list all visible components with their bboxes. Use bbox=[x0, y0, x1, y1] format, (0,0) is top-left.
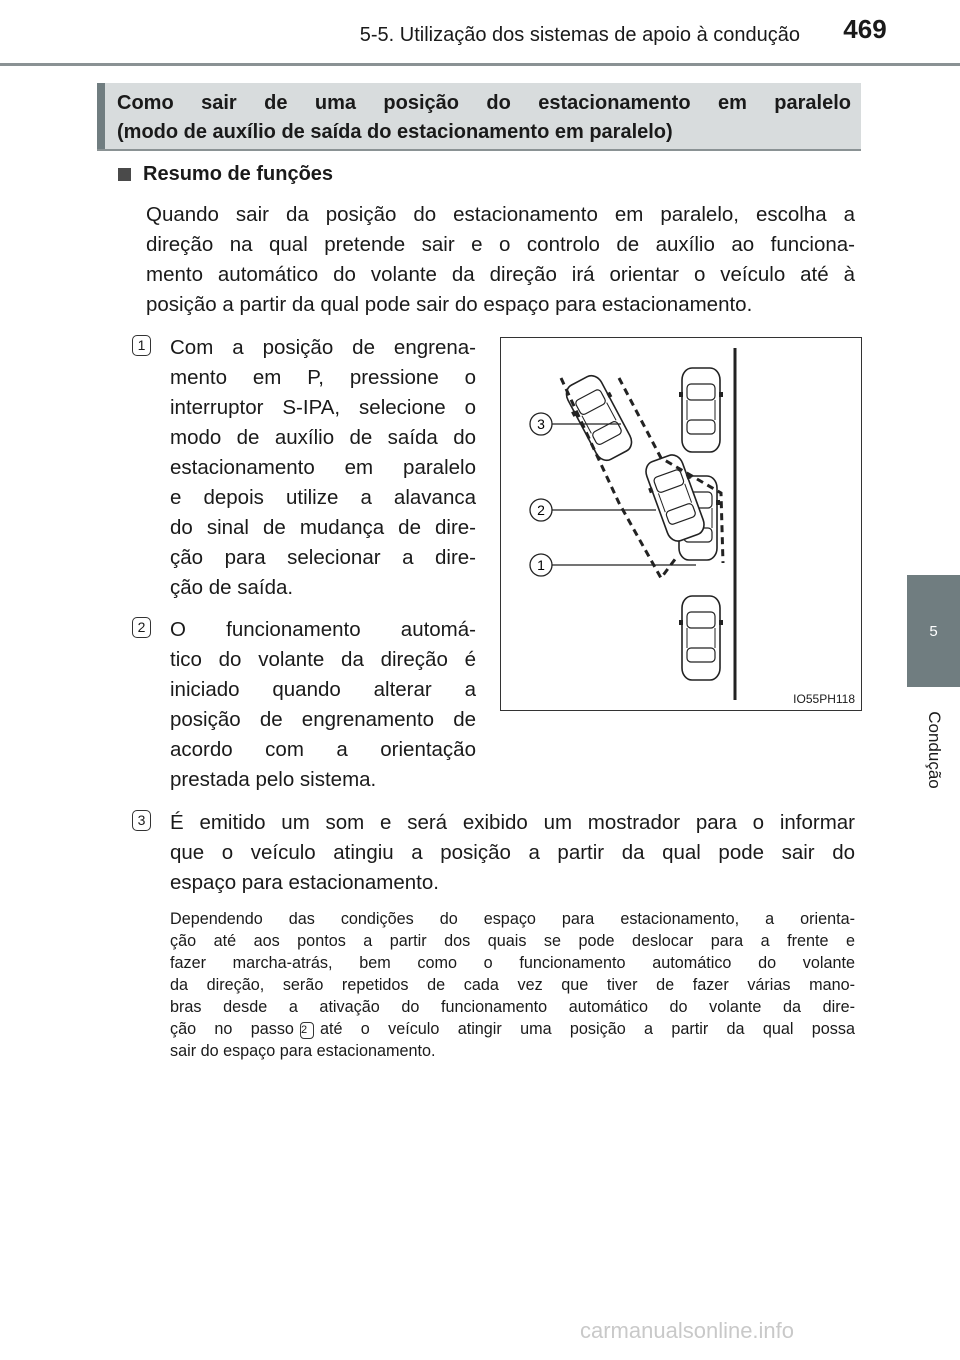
step-3-line-1: É emitido um som e será exibido um mostrador para o informar bbox=[170, 811, 855, 834]
step-2-line-3: iniciado quando alterar a bbox=[170, 678, 476, 701]
section-title-line-2: (modo de auxílio de saída do estacionamento em paralelo) bbox=[117, 121, 673, 143]
callout-3-label: 3 bbox=[537, 416, 545, 432]
step-1-line-5: estacionamento em paralelo bbox=[170, 456, 476, 479]
page-number: 469 bbox=[843, 14, 887, 44]
figure-code: IO55PH118 bbox=[793, 692, 855, 706]
step-3-line-2: que o veículo atingiu a posição a partir da qual pode sair do bbox=[170, 841, 855, 864]
section-title-line-1: Como sair de uma posição do estacionamento em paralelo bbox=[117, 92, 851, 114]
step-1-badge: 1 bbox=[132, 335, 151, 356]
note-line-1: Dependendo das condições do espaço para estacionamento, a orienta- bbox=[170, 910, 855, 928]
step-2-line-5: acordo com a orientação bbox=[170, 738, 476, 761]
chapter-tab[interactable] bbox=[907, 575, 960, 687]
intro-line-3: mento automático do volante da direção irá orientar o veículo até à bbox=[146, 263, 855, 286]
step-1-line-7: do sinal de mudança de dire- bbox=[170, 516, 476, 539]
step-1-line-4: modo de auxílio de saída do bbox=[170, 426, 476, 449]
step-1-line-9: ção de saída. bbox=[170, 576, 294, 599]
running-header: 5-5. Utilização dos sistemas de apoio à condução bbox=[359, 24, 800, 46]
section-title-box bbox=[97, 83, 861, 151]
step-1-line-8: ção para selecionar a dire- bbox=[170, 546, 476, 569]
footer-watermark[interactable]: carmanualsonline.info bbox=[580, 1318, 795, 1343]
step-2-line-6: prestada pelo sistema. bbox=[170, 768, 377, 791]
step-1-line-6: e depois utilize a alavanca bbox=[170, 486, 476, 509]
parked-car-rear bbox=[679, 596, 723, 680]
note-line-6-after: até o veículo atingir uma posição a partir da qual possa bbox=[319, 1020, 856, 1038]
note-line-2: ção até aos pontos a partir dos quais se pode deslocar para a frente e bbox=[170, 932, 855, 950]
chapter-label bbox=[907, 690, 960, 810]
chapter-number: 5 bbox=[929, 622, 938, 640]
section-accent-bar bbox=[97, 83, 105, 149]
intro-line-4: posição a partir da qual pode sair do espaço para estacionamento. bbox=[146, 293, 753, 316]
note-line-5: bras desde a ativação do funcionamento automático do volante da dire- bbox=[170, 998, 855, 1016]
step-1-line-3: interruptor S-IPA, selecione o bbox=[170, 396, 476, 419]
note-line-7: sair do espaço para estacionamento. bbox=[170, 1042, 436, 1060]
note-line-6-before: ção no passo bbox=[170, 1020, 294, 1038]
subheading bbox=[118, 163, 333, 186]
intro-line-2: direção na qual pretende sair e o controlo de auxílio ao funciona- bbox=[146, 233, 855, 256]
subheading-text: Resumo de funções bbox=[143, 163, 334, 185]
step-1-line-1: Com a posição de engrena- bbox=[170, 336, 476, 359]
note-line-3: fazer marcha-atrás, bem como o funcionamento automático do volante bbox=[170, 954, 855, 972]
step-2-badge: 2 bbox=[132, 617, 151, 638]
car-position-3 bbox=[560, 371, 638, 466]
step-3-line-3: espaço para estacionamento. bbox=[170, 871, 439, 894]
inline-step-2-badge: 2 bbox=[300, 1022, 314, 1039]
step-2-line-1: O funcionamento automá- bbox=[170, 618, 476, 641]
parking-exit-figure bbox=[500, 337, 862, 711]
callout-1-label: 1 bbox=[537, 557, 545, 573]
step-2-line-2: tico do volante da direção é bbox=[170, 648, 476, 671]
step-1-line-2: mento em P, pressione o bbox=[170, 366, 476, 389]
parking-diagram-svg bbox=[501, 338, 860, 709]
header-rule bbox=[0, 63, 960, 66]
step-2-line-4: posição de engrenamento de bbox=[170, 708, 476, 731]
note-line-6 bbox=[170, 1018, 855, 1040]
square-bullet-icon bbox=[118, 168, 131, 181]
chapter-label-text: Condução bbox=[924, 711, 944, 789]
step-3-badge: 3 bbox=[132, 810, 151, 831]
note-line-4: da direção, serão repetidos de cada vez que tiver de fazer várias mano- bbox=[170, 976, 855, 994]
callout-2-label: 2 bbox=[537, 502, 545, 518]
parked-car-front bbox=[679, 368, 723, 452]
intro-line-1: Quando sair da posição do estacionamento em paralelo, escolha a bbox=[146, 203, 855, 226]
